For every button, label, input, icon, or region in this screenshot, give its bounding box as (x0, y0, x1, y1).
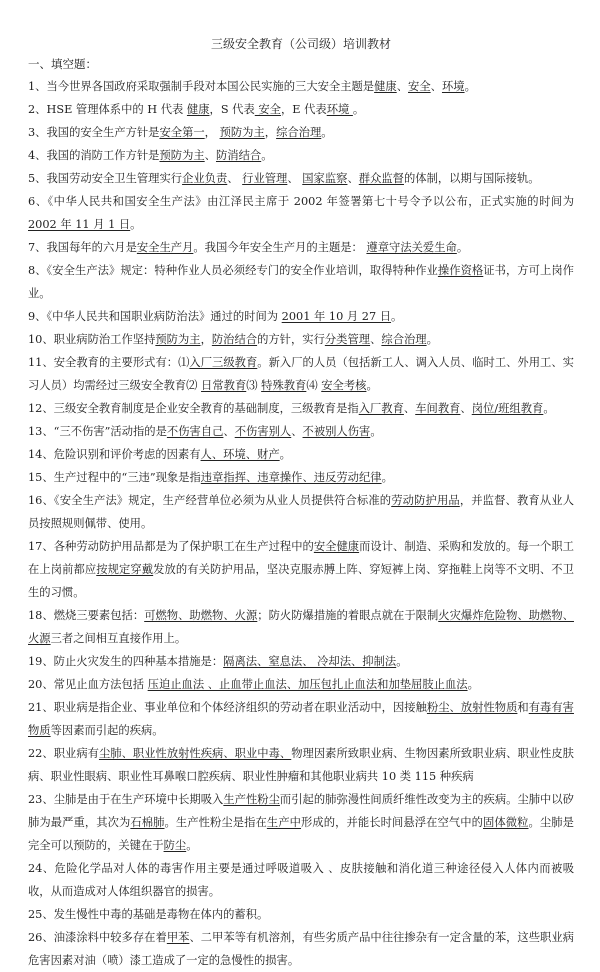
answer-text: 生产性粉尘 (223, 793, 280, 806)
answer-text: 有毒有害物质 (28, 701, 574, 737)
question-text: 、 (291, 425, 303, 438)
answer-text: 分类管理 (324, 333, 371, 346)
question-text: 。 (467, 678, 479, 691)
question-text: 、 (460, 402, 472, 415)
question-text: 、 (403, 402, 416, 415)
question-text: 21、职业病是指企业、事业单位和个体经济组织的劳动者在职业活动中，因接触 (28, 701, 427, 714)
question-text: 。 (130, 218, 142, 231)
question-item (28, 144, 574, 167)
question-text: 。 (381, 471, 393, 484)
answer-text: 不伤害自己 (166, 425, 224, 438)
question-text: 。 (464, 80, 476, 93)
question-text: 26、油漆涂料中较多存在着 (28, 931, 167, 944)
question-text: 5、我国劳动安全卫生管理实行 (28, 172, 183, 185)
question-text: 。尘肺是完全可以预防的，关键在于 (28, 816, 574, 852)
answer-text: 不被别人伤害 (302, 425, 371, 438)
answer-text: 火灾爆炸危险物、助燃物、火源 (28, 609, 574, 645)
question-text: 、 (347, 172, 359, 185)
question-item (28, 903, 574, 926)
question-text: 13、“三不伤害”活动指的是 (28, 425, 167, 438)
question-text: 的体制，以期与国际接轨。 (403, 172, 540, 185)
question-text: 。 (186, 839, 198, 852)
question-text: 6、《中华人民共和国安全生产法》由江泽民主席于 2002 年签署第七十号令予以公布，正式实施的时间为 (28, 195, 574, 208)
question-text: 12、三级安全教育制度是企业安全教育的基础制度，三级教育是指 (28, 402, 359, 415)
answer-text: 隔离法、窒息法、 冷却法、抑制法 (223, 655, 397, 668)
question-item (28, 489, 574, 535)
question-text: 。 (456, 241, 469, 254)
answer-text: 人、环境、财产 (200, 448, 280, 461)
answer-text: 不伤害别人 (234, 425, 292, 438)
answer-text: 安全第一 (159, 126, 205, 139)
question-text: 。 (391, 310, 403, 323)
question-item (28, 305, 574, 328)
question-text: 物理因素所致职业病、生物因素所致职业病、职业性皮肤病、职业性眼病、职业性耳鼻喉口腔疾病、职业性肿瘤和其他职业病共 10 类 115 种疾病 (28, 747, 574, 783)
question-text: 17、各种劳动防护用品都是为了保护职工在生产过程中的 (28, 540, 314, 553)
question-item (28, 351, 574, 397)
answer-text: 压迫止血法 、止血带止血法、加压包扎止血法和加垫屈肢止血法 (147, 678, 468, 691)
question-text: 。 (366, 379, 378, 392)
question-text: 10、职业病防治工作坚持 (28, 333, 156, 346)
answer-text: 环境 (441, 80, 465, 93)
answer-text: 特殊教育 (261, 379, 307, 392)
question-item (28, 75, 574, 98)
question-text: 。我国今年安全生产月的主题是： (193, 241, 367, 254)
question-text: 等因素而引起的疾病。 (50, 724, 164, 737)
question-text: ⑷ (306, 379, 322, 392)
answer-text: 可燃物、助燃物、火源 (144, 609, 258, 622)
question-item (28, 190, 574, 236)
question-text: 18、燃烧三要素包括： (28, 609, 145, 622)
question-text: 、二甲苯等有机溶剂，有些劣质产品中往往掺杂有一定含量的苯，这些职业病危害因素对油（喷）漆工造成了一定的急慢性的损害。 (28, 931, 574, 967)
question-text: ， (264, 126, 277, 139)
answer-text: 日常教育 (201, 379, 247, 392)
question-item (28, 236, 574, 259)
question-item (28, 926, 574, 972)
question-item (28, 857, 574, 903)
question-text: 9、《中华人民共和国职业病防治法》通过的时间为 (28, 310, 282, 323)
question-text: 2、HSE 管理体系中的 H 代表 (28, 103, 187, 116)
answer-text: 防尘 (163, 839, 187, 852)
answer-text: 甲苯 (166, 931, 190, 944)
question-list (28, 75, 574, 972)
question-text: 和 (517, 701, 529, 714)
answer-text: 安全考核 (321, 379, 367, 392)
document-page (28, 34, 574, 972)
answer-text: 操作资格 (437, 264, 484, 277)
answer-text: 入厂三级教育 (189, 356, 258, 369)
answer-text: 综合治理 (381, 333, 427, 346)
question-item (28, 443, 574, 466)
question-text: ⑶ (246, 379, 262, 392)
question-text: 1、当今世界各国政府采取强制手段对本国公民实施的三大安全主题是 (28, 80, 375, 93)
question-text: 24、危险化学品对人体的毒害作用主要是通过呼吸道吸入 、皮肤接触和消化道三种途径侵入人体内而被吸收，从而造成对人体组织器官的损害。 (28, 862, 574, 898)
section-heading: 一、填空题： (28, 57, 97, 71)
answer-text: 群众监督 (358, 172, 404, 185)
answer-text: 违章指挥、违章操作、违反劳动纪律 (200, 471, 382, 484)
question-item (28, 535, 574, 604)
question-text: 19、防止火灾发生的四种基本措施是： (28, 655, 224, 668)
answer-text: 2001 年 10 月 27 日 (281, 310, 392, 323)
question-item (28, 98, 574, 121)
answer-text: 综合治理 (276, 126, 322, 139)
question-text: 8、《安全生产法》规定：特种作业人员必须经专门的安全作业培训，取得特种作业 (28, 264, 438, 277)
question-text: 23、尘肺是由于在生产环境中长期吸入 (28, 793, 224, 806)
question-text: 、 (370, 333, 382, 346)
question-text: 、 (396, 80, 409, 93)
question-text: ，E 代表 (280, 103, 327, 116)
question-text: 。 (370, 425, 382, 438)
question-item (28, 650, 574, 673)
document-title: 三级安全教育（公司级）培训教材 (210, 37, 391, 51)
question-item (28, 604, 574, 650)
answer-text: 石棉肺 (130, 816, 165, 829)
answer-text: 预防为主 (159, 149, 205, 162)
question-text: 4、我国的消防工作方针是 (28, 149, 160, 162)
question-text: ；防火防爆措施的着眼点就在于限制 (257, 609, 439, 622)
question-text: ，并监督、教育从业人员按照规则佩带、使用。 (28, 494, 574, 530)
question-text: 。 (543, 402, 555, 415)
answer-text: 遵章守法关爱生命 (366, 241, 457, 254)
answer-text: 环境 (326, 103, 353, 116)
answer-text: 预防为主 (155, 333, 201, 346)
answer-text: 劳动防护用品 (391, 494, 460, 507)
question-text: 而引起的肺弥漫性间质纤维性改变为主的疾病。尘肺中以矽肺为最严重，其次为 (28, 793, 574, 829)
answer-text: 安全健康 (313, 540, 360, 553)
question-item (28, 420, 574, 443)
question-text: 发放的有关防护用品，坚决克服赤膊上阵、穿短裤上岗、穿拖鞋上岗等不文明、不卫生的习惯。 (28, 563, 574, 599)
question-text: 22、职业病有 (28, 747, 99, 760)
question-text: 、 (430, 80, 442, 93)
answer-text: 国家监察 (302, 172, 348, 185)
question-text: 。 (396, 655, 408, 668)
question-text: 的方针，实行 (257, 333, 325, 346)
question-item (28, 466, 574, 489)
question-item (28, 696, 574, 742)
answer-text: 健康 (186, 103, 210, 116)
question-text: 7、我国每年的六月是 (28, 241, 137, 254)
answer-text: 入厂教育 (358, 402, 404, 415)
question-item (28, 742, 574, 788)
answer-text: 健康 (374, 80, 397, 93)
answer-text: 安全生产月 (136, 241, 194, 254)
answer-text: 安全 (254, 103, 281, 116)
question-text: 16、《安全生产法》规定，生产经营单位必须为从业人员提供符合标准的 (28, 494, 392, 507)
answer-text: 行业管理 (242, 172, 288, 185)
question-text: 。 (352, 103, 365, 116)
question-item (28, 121, 574, 144)
question-text: ， (200, 333, 212, 346)
answer-text: 防消结合 (215, 149, 262, 162)
question-text: 证书，方可上岗作业。 (28, 264, 574, 300)
question-text: 、 (204, 149, 216, 162)
question-text: 。 (279, 448, 291, 461)
answer-text: 车间教育 (415, 402, 461, 415)
question-text: 、 (223, 425, 235, 438)
answer-text: 按规定穿戴 (96, 563, 154, 576)
question-text: 。新入厂的人员（包括新工人、调入人员、临时工、外用工、实习人员）均需经过三级安全教育⑵ (28, 356, 574, 392)
question-item (28, 397, 574, 420)
answer-text: 安全 (408, 80, 431, 93)
question-text: 形成的，并能长时间悬浮在空气中的 (301, 816, 483, 829)
question-text: ，S 代表 (209, 103, 255, 116)
question-text: 3、我国的安全生产方针是 (28, 126, 160, 139)
answer-text: 防治结合 (211, 333, 258, 346)
question-text: 。 (321, 126, 333, 139)
question-text: 15、生产过程中的“三违”现象是指 (28, 471, 201, 484)
question-text: 20、常见止血方法包括 (28, 678, 148, 691)
answer-text: 预防为主 (219, 126, 265, 139)
question-item (28, 259, 574, 305)
question-item (28, 328, 574, 351)
question-text: 、 (287, 172, 303, 185)
answer-text: 岗位/班组教育 (471, 402, 544, 415)
question-item (28, 167, 574, 190)
question-text: 而设计、制造、采购和发放的。每一个职工在上岗前都应 (28, 540, 574, 576)
question-text: 。 (426, 333, 438, 346)
question-text: 、 (227, 172, 243, 185)
question-text: 。 (261, 149, 273, 162)
question-text: 14、危险识别和评价考虑的因素有 (28, 448, 201, 461)
answer-text: 尘肺、职业性放射性疾病、职业中毒、 (98, 747, 292, 760)
answer-text: 2002 年 11 月 1 日 (28, 218, 131, 231)
question-text: 25、发生慢性中毒的基础是毒物在体内的蓄积。 (28, 908, 269, 921)
question-text: 三者之间相互直接作用上。 (50, 632, 187, 645)
question-item (28, 788, 574, 857)
answer-text: 固体微粒 (483, 816, 529, 829)
answer-text: 生产中 (266, 816, 301, 829)
answer-text: 企业负责 (182, 172, 228, 185)
question-text: 11、安全教育的主要形式有：⑴ (28, 356, 190, 369)
question-text: 。生产性粉尘是指在 (164, 816, 267, 829)
question-text: ， (204, 126, 220, 139)
question-item (28, 673, 574, 696)
answer-text: 粉尘、放射性物质 (426, 701, 518, 714)
